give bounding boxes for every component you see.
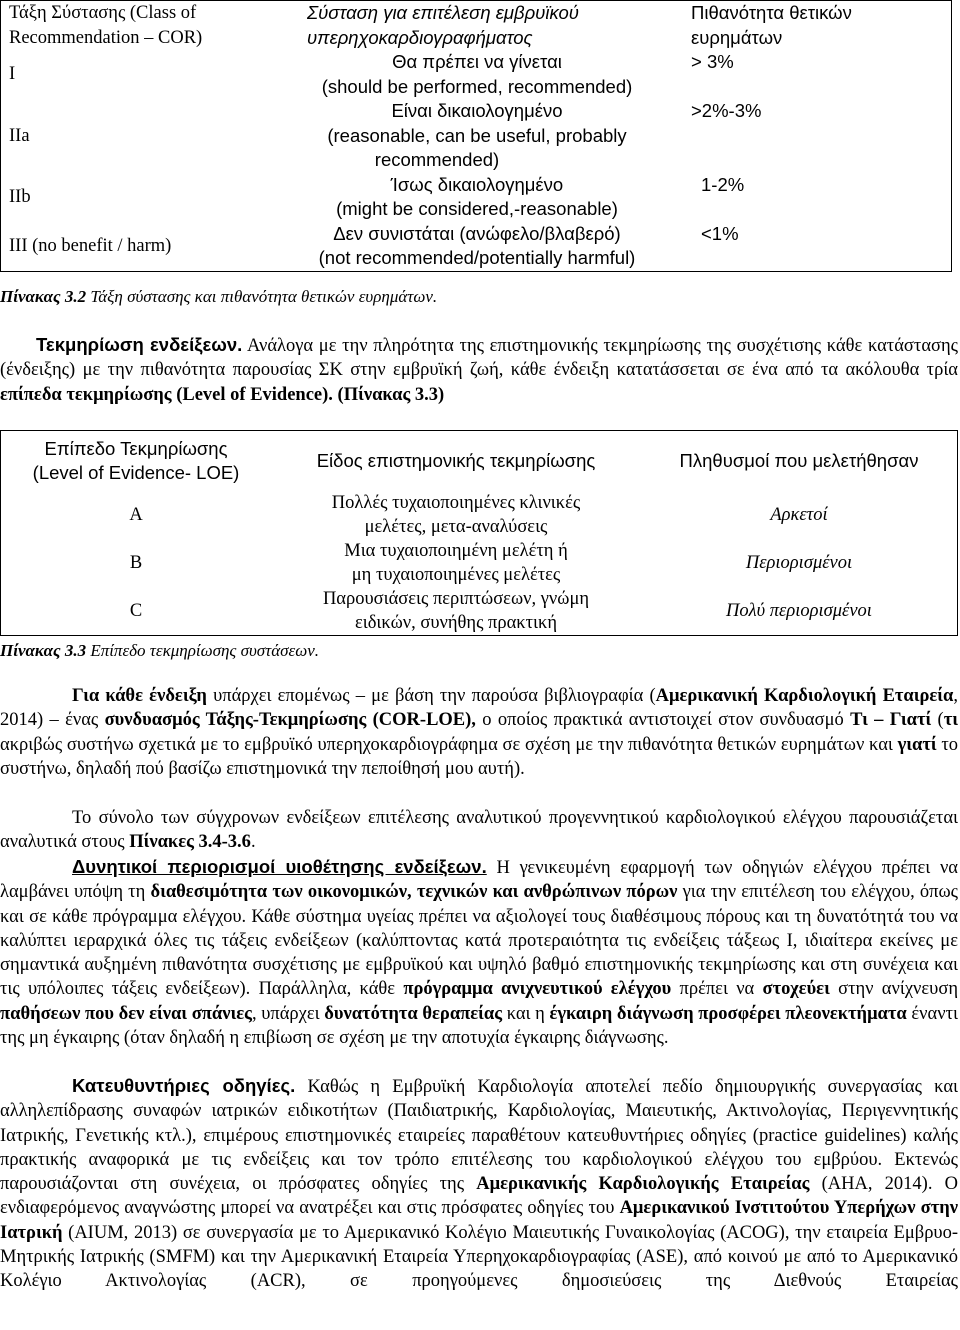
loe-header-level: Επίπεδο Τεκμηρίωσης (Level of Evidence- LOE) (32, 438, 240, 483)
cor-class-cell: IIa (9, 125, 30, 146)
cor-recommendation-cell: Ίσως δικαιολογημένο (might be considered,-reasonable) (336, 173, 618, 219)
cor-class-cell: I (9, 64, 16, 85)
loe-level-cell: C (129, 601, 143, 621)
table-row (1, 173, 952, 222)
table-row (1, 491, 958, 539)
cor-table-header-row (1, 1, 952, 51)
loe-population-cell: Πολύ περιορισμένοι (726, 601, 872, 621)
table-row (1, 587, 958, 636)
loe-type-cell: Παρουσιάσεις περιπτώσεων, γνώμη ειδικών, συνήθης πρακτική (322, 589, 590, 633)
cor-header-probability: Πιθανότητα θετικών ευρημάτων (691, 2, 852, 48)
table-row (1, 222, 952, 272)
loe-level-cell: B (129, 553, 143, 573)
cor-probability-cell: >2%-3% (691, 100, 762, 121)
cor-header-class: Τάξη Σύστασης (Class of Recommendation – COR) (9, 3, 203, 48)
cor-probability-cell: <1% (701, 222, 739, 244)
cor-probability-cell: > 3% (691, 51, 734, 72)
loe-header-population: Πληθυσμοί που μελετήθησαν (679, 450, 919, 471)
cor-recommendation-cell: Θα πρέπει να γίνεται (should be performed, recommended) (321, 51, 633, 97)
loe-population-cell: Περιορισμένοι (745, 553, 853, 573)
cor-recommendation-cell: Δεν συνιστάται (ανώφελο/βλαβερό) (not recommended/potentially harmful) (318, 222, 636, 268)
paragraph-guidelines: Κατευθυντήριες οδηγίες. Καθώς η Εμβρυϊκή Καρδιολογία αποτελεί πεδίο δημιουργικής συνεργασίας και αλληλεπίδρασης συναφών ιατρικών ειδικοτήτων (Παιδιατρικής, Καρδιολογίας, Μαιευτικής, Ακτινολογίας, Περιγεννητικής Ιατρικής, Γενετικής κτλ.), επιμέρους επιστημονικές εταιρείες παραθέτουν κατευθυντήριες οδηγίες (practice guidelines) καλής πρακτικής αναφορικά με τις ενδείξεις και τον τρόπο επιτέλεσης του καρδιολογικού ελέγχου του εμβρύου. Εκτενώς παρουσιάζονται στη συνέχεια, οι πρόσφατες οδηγίες της Αμερικανικής Καρδιολογικής Εταιρείας (AHA, 2014). Ο ενδιαφερόμενος αναγνώστης μπορεί να ανατρέξει και στις πρόσφατες οδηγίες του Αμερικανικού Ινστιτούτου Υπερήχων στην Ιατρική (AIUM, 2013) σε συνεργασία με το Αμερικανικό Κολέγιο Μαιευτικής Γυναικολογίας (ACOG), την εταιρεία Εμβρυο-Μητρικής Ιατρικής (SMFM) και την Αμερικανική Εταιρεία Υπερηχοκαρδιογραφίας (ASE), από κοινού με από το Αμερικανικό Κολέγιο Ακτινολογίας (ACR), σε προηγούμενες δημοσιεύσεις της Διεθνούς Εταιρείας (0, 1075, 959, 1292)
loe-type-cell: Πολλές τυχαιοποιημένες κλινικές μελέτες, μετα-αναλύσεις (331, 493, 581, 537)
table-row (1, 99, 952, 173)
loe-type-cell: Μια τυχαιοποιημένη μελέτη ή μη τυχαιοποιημένες μελέτες (344, 541, 568, 585)
table-3-2-caption: Πίνακας 3.2 Τάξη σύστασης και πιθανότητα θετικών ευρημάτων. (0, 287, 438, 306)
cor-table (0, 0, 952, 272)
cor-header-recommendation: Σύσταση για επιτέλεση εμβρυϊκού υπερηχοκαρδιογραφήματος (307, 2, 579, 48)
paragraph-tables-reference: Το σύνολο των σύγχρονων ενδείξεων επιτέλεσης αναλυτικού προγεννητικού καρδιολογικού ελέγχου παρουσιάζεται αναλυτικά στους Πίνακες 3.4-3.6. (0, 808, 958, 853)
loe-level-cell: A (129, 505, 143, 525)
loe-table (0, 430, 958, 636)
loe-table-header-row (1, 431, 958, 492)
table-3-3-caption: Πίνακας 3.3 Επίπεδο τεκμηρίωσης συστάσεων. (0, 641, 320, 660)
cor-class-cell: III (no benefit / harm) (9, 235, 172, 256)
cor-probability-cell: 1-2% (701, 173, 745, 195)
paragraph-evidence: Τεκμηρίωση ενδείξεων. Ανάλογα με την πληρότητα της επιστημονικής τεκμηρίωσης της συσχέτισης κάθε κατάστασης (ένδειξης) με την πιθανότητα παρουσίας ΣΚ στην εμβρυϊκή ζωή, κάθε ένδειξη κατατάσσεται σε ένα από τα ακόλουθα τρία επίπεδα τεκμηρίωσης (Level of Evidence). (Πίνακας 3.3) (0, 334, 958, 405)
cor-class-cell: IIb (9, 186, 31, 207)
cor-recommendation-cell: Είναι δικαιολογημένο (reasonable, can be useful, probably recommended) (327, 100, 627, 170)
loe-header-type: Είδος επιστημονικής τεκμηρίωσης (316, 450, 596, 471)
paragraph-cor-loe: Για κάθε ένδειξη υπάρχει επομένως – με βάση την παρούσα βιβλιογραφία (Αμερικανική Καρδιολογική Εταιρεία, 2014) – ένας συνδυασμός Τάξης-Τεκμηρίωσης (COR-LOE), ο οποίος πρακτικά αντιστοιχεί στον συνδυασμό Τι – Γιατί (τι ακριβώς συστήνω σχετικά με το εμβρυϊκό υπερηχοκαρδιογράφημα σε σχέση με την πιθανότητα θετικών ευρημάτων και γιατί το συστήνω, δηλαδή πού βασίζω επιστημονικά την πεποίθησή μου αυτή). (0, 686, 959, 779)
loe-population-cell: Αρκετοί (770, 505, 828, 525)
paragraph-limitations: Δυνητικοί περιορισμοί υιοθέτησης ενδείξεων. Η γενικευμένη εφαρμογή των οδηγιών ελέγχου πρέπει να λαμβάνει υπόψη τη διαθεσιμότητα των οικονομικών, τεχνικών και ανθρώπινων πόρων για την επιτέλεση του ελέγχου, όπως και σε κάθε πρόγραμμα ελέγχου. Κάθε σύστημα υγείας πρέπει να αξιολογεί τους διαθέσιμους πόρους και τη δυνατότητά του να καλύπτει ιεραρχικά όλες τις τάξεις ενδείξεων (καλύπτοντας κατά προτεραιότητα τις ενδείξεις τάξεως Ι, ιδιαίτερα εκείνες με σημαντικά αυξημένη πιθανότητα συσχέτισης με εμβρυϊκού και υψηλό βαθμό επιστημονικής τεκμηρίωσης και στη συνέχεια και τις υπόλοιπες τάξεις ενδείξεων). Παράλληλα, κάθε πρόγραμμα ανιχνευτικού ελέγχου πρέπει να στοχεύει στην ανίχνευση παθήσεων που δεν είναι σπάνιες, υπάρχει δυνατότητα θεραπείας και η έγκαιρη διάγνωση προσφέρει πλεονεκτήματα έναντι της μη έγκαιρης (όταν δηλαδή η επιβίωση σε σχέση με την αποτυχία έγκαιρης διάγνωσης. (0, 856, 959, 1049)
table-row (1, 539, 958, 587)
table-row (1, 50, 952, 99)
